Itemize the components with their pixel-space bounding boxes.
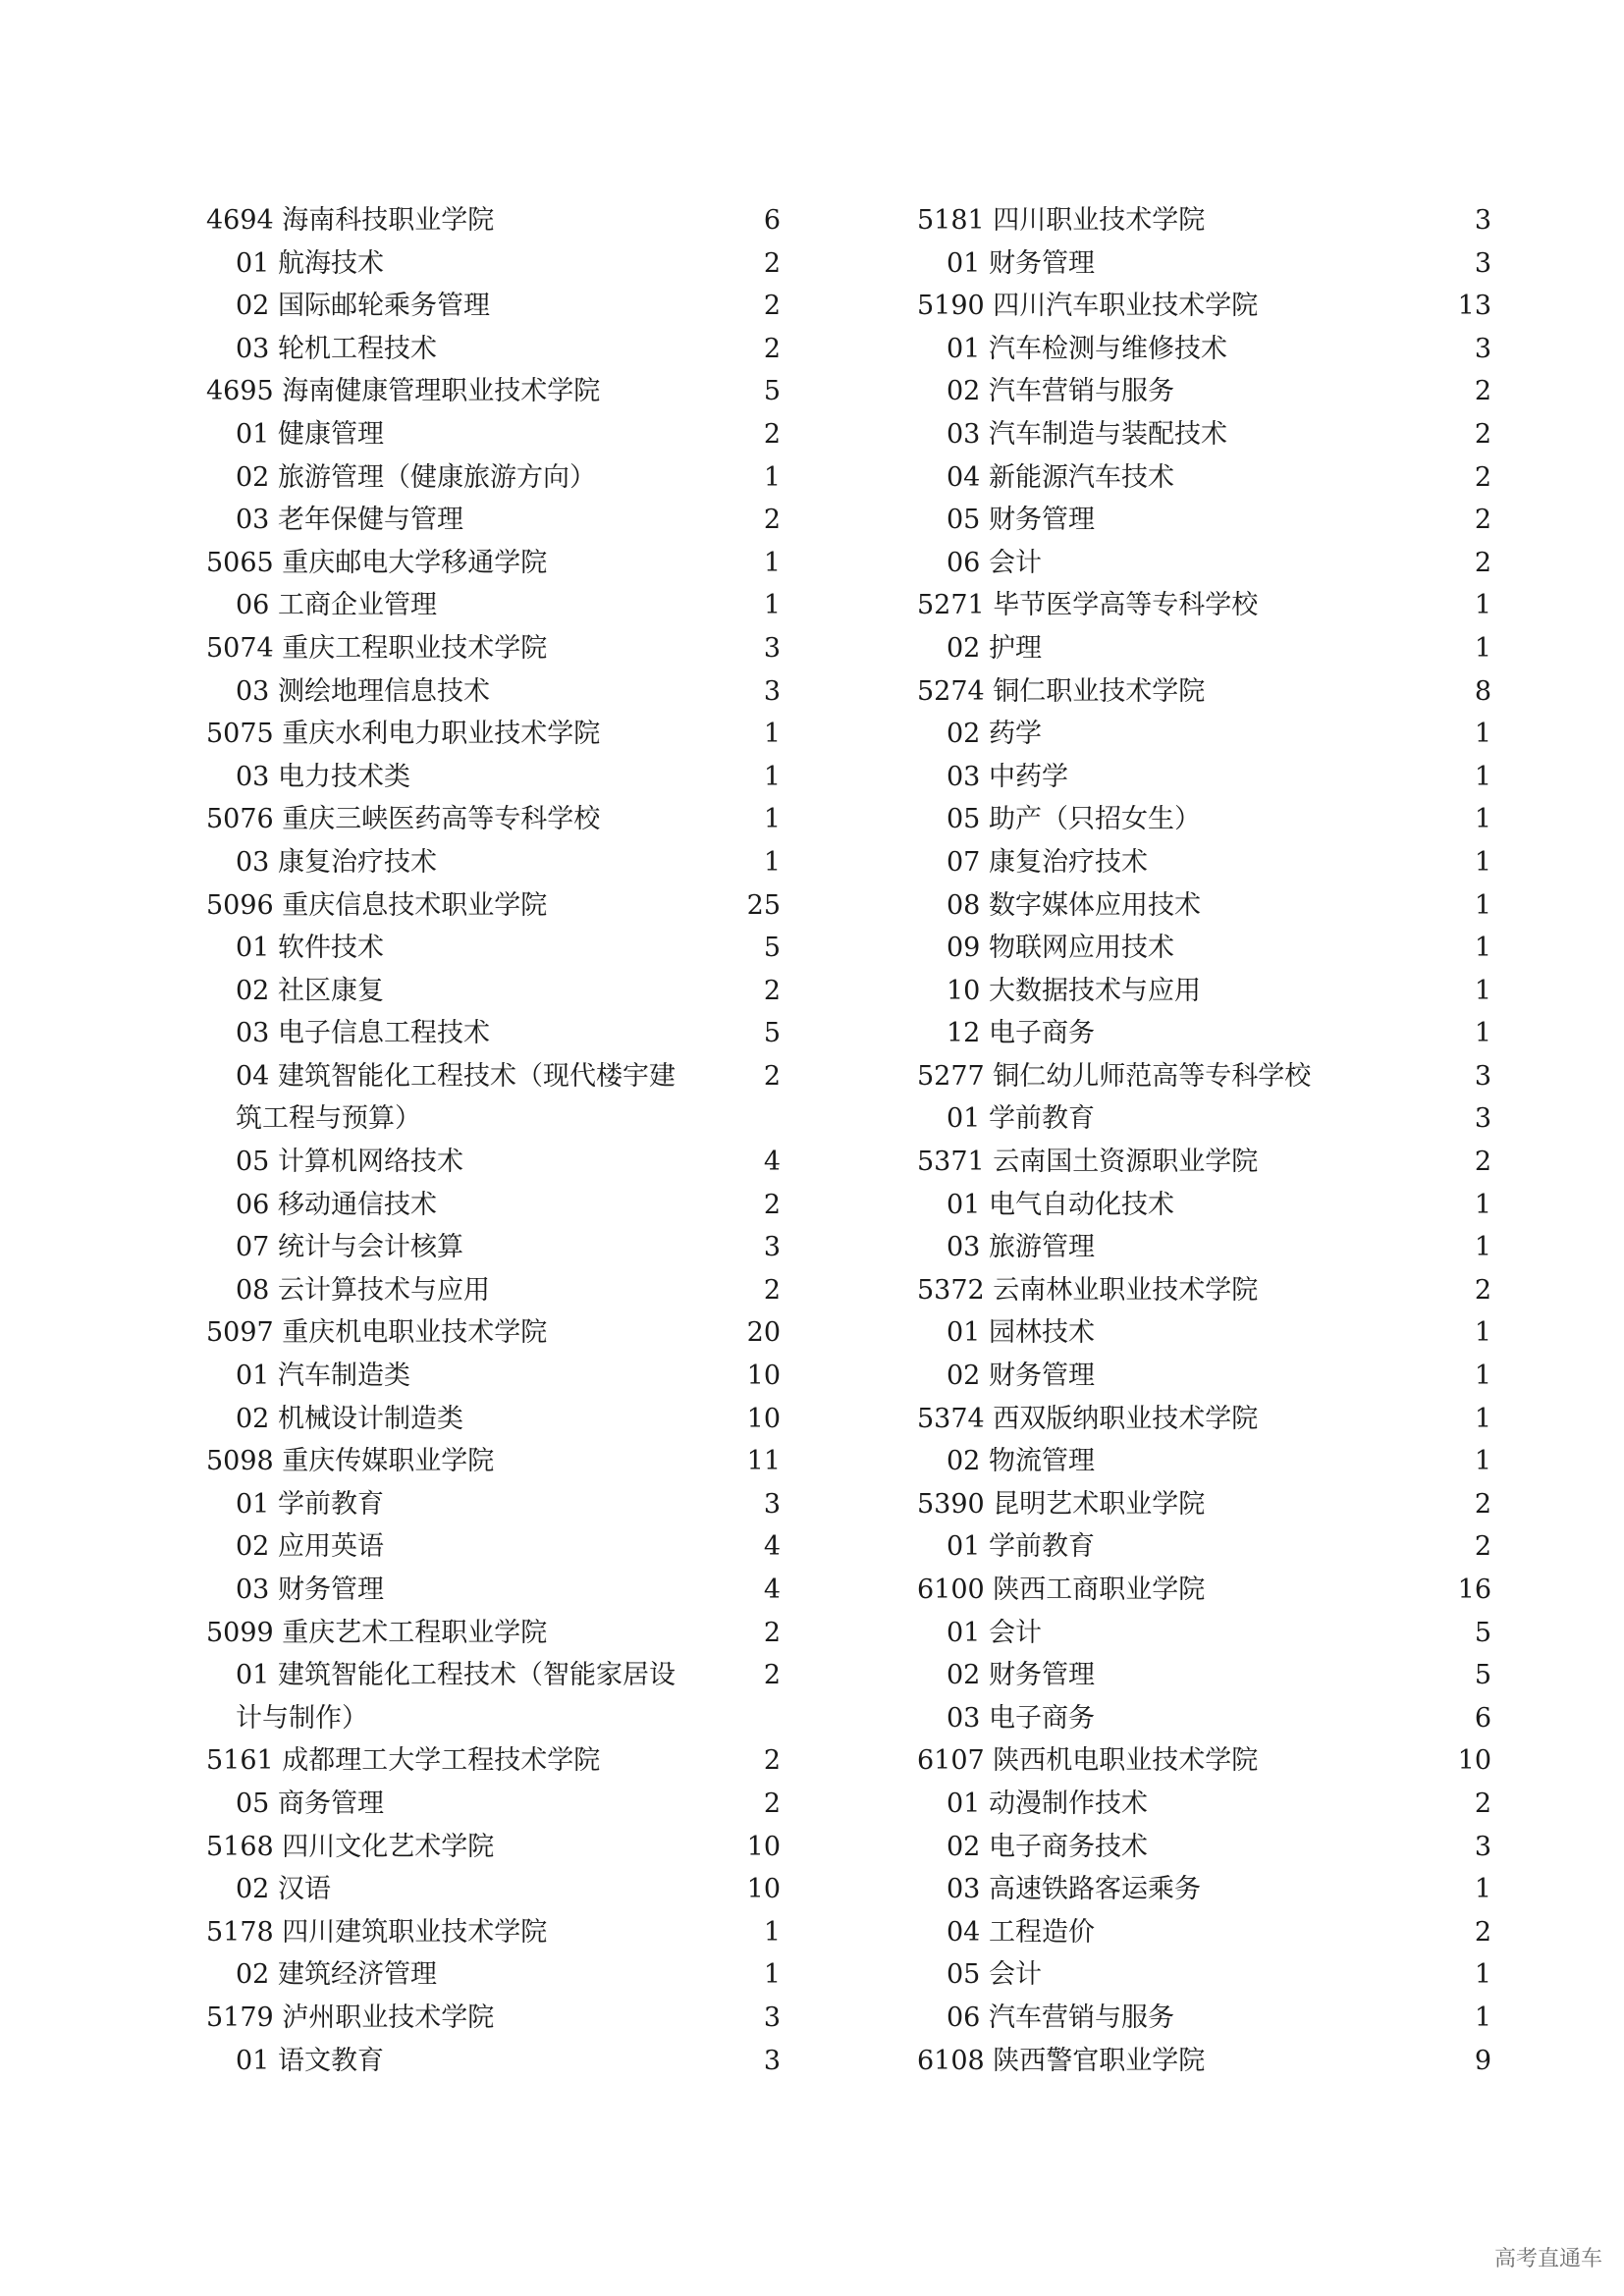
major-name: 01 汽车制造类 [236,1361,410,1392]
major-name: 05 财务管理 [947,505,1095,536]
school-name: 5065 重庆邮电大学移通学院 [206,547,548,578]
school-name: 5168 四川文化艺术学院 [206,1831,495,1862]
major-row [206,456,781,500]
major-row [206,2040,781,2083]
quota-count: 2 [1474,1274,1491,1306]
quota-count: 2 [1474,376,1491,407]
major-name: 03 中药学 [947,761,1068,792]
right-column [917,199,1491,2082]
major-name: 02 社区康复 [236,975,384,1006]
quota-count: 2 [763,1788,781,1819]
quota-count: 10 [746,1361,781,1392]
quota-count: 2 [1474,1531,1491,1563]
major-name: 09 物联网应用技术 [947,933,1174,964]
quota-count: 1 [1474,933,1491,964]
major-row [917,1012,1491,1055]
quota-count: 5 [763,933,781,964]
quota-count: 13 [1457,291,1491,322]
major-row [917,1826,1491,1869]
major-row [206,1012,781,1055]
major-name: 03 财务管理 [236,1575,384,1605]
major-name: 03 老年保健与管理 [236,505,463,536]
school-name: 5271 毕节医学高等专科学校 [917,590,1259,621]
major-name: 04 工程造价 [947,1916,1095,1948]
quota-count: 1 [1474,761,1491,792]
quota-count: 3 [1474,1060,1491,1092]
school-row [206,884,781,928]
major-row [206,1269,781,1312]
major-row [206,285,781,328]
quota-count: 2 [1474,418,1491,450]
major-row [917,713,1491,756]
quota-count: 1 [1474,1361,1491,1392]
school-row [917,1141,1491,1184]
major-row [917,456,1491,500]
quota-count: 11 [746,1446,781,1477]
quota-count: 1 [1474,1874,1491,1905]
quota-count: 9 [1474,2045,1491,2076]
major-row [917,627,1491,670]
quota-count: 1 [1474,1403,1491,1434]
quota-count: 2 [1474,1788,1491,1819]
quota-count: 2 [763,1189,781,1220]
quota-count: 1 [1474,719,1491,750]
major-name: 03 测绘地理信息技术 [236,675,490,707]
major-name: 02 应用英语 [236,1531,384,1563]
school-row [917,584,1491,627]
school-row [917,1483,1491,1526]
quota-count: 2 [763,418,781,450]
school-row [206,713,781,756]
school-row [917,1739,1491,1783]
quota-count: 10 [746,1831,781,1862]
quota-count: 4 [763,1147,781,1178]
major-row [206,1483,781,1526]
major-name: 03 汽车制造与装配技术 [947,418,1227,450]
quota-count: 16 [1457,1575,1491,1605]
major-name: 04 新能源汽车技术 [947,461,1174,493]
major-name: 01 会计 [947,1617,1042,1648]
major-row [917,1911,1491,1954]
school-name: 4694 海南科技职业学院 [206,205,495,236]
quota-count: 20 [746,1317,781,1349]
major-name: 01 航海技术 [236,247,384,279]
quota-count: 2 [763,333,781,364]
school-row [917,285,1491,328]
major-row [917,1654,1491,1697]
major-name: 02 物流管理 [947,1446,1095,1477]
school-name: 5274 铜仁职业技术学院 [917,675,1206,707]
major-row [917,1311,1491,1355]
quota-count: 2 [763,247,781,279]
quota-count: 2 [763,975,781,1006]
quota-count: 1 [1474,846,1491,878]
major-name: 05 商务管理 [236,1788,384,1819]
quota-count: 3 [763,675,781,707]
major-name: 01 电气自动化技术 [947,1189,1174,1220]
major-row [206,1569,781,1612]
major-name: 03 轮机工程技术 [236,333,437,364]
quota-count: 1 [1474,1018,1491,1049]
major-row [917,370,1491,413]
quota-count: 2 [1474,1147,1491,1178]
quota-count: 3 [1474,205,1491,236]
major-name: 02 财务管理 [947,1361,1095,1392]
major-name: 03 电力技术类 [236,761,410,792]
major-name: 02 财务管理 [947,1660,1095,1691]
major-row [917,1783,1491,1826]
major-name: 01 学前教育 [236,1488,384,1520]
quota-count: 3 [763,2045,781,2076]
major-row [206,242,781,286]
quota-count: 1 [1474,804,1491,835]
major-name: 02 旅游管理（健康旅游方向） [236,461,596,493]
major-name: 02 汽车营销与服务 [947,376,1174,407]
major-name: 07 统计与会计核算 [236,1232,463,1263]
school-name: 5179 泸州职业技术学院 [206,2002,495,2033]
quota-count: 1 [1474,590,1491,621]
major-row [206,413,781,456]
school-row [206,542,781,585]
left-column [206,199,781,2082]
school-name: 5277 铜仁幼儿师范高等专科学校 [917,1060,1312,1092]
quota-count: 1 [1474,1232,1491,1263]
school-row [917,670,1491,714]
school-row [917,1569,1491,1612]
quota-count: 2 [763,1660,781,1691]
quota-count: 1 [763,547,781,578]
school-name: 5372 云南林业职业技术学院 [917,1274,1259,1306]
major-row [917,884,1491,928]
major-name: 02 国际邮轮乘务管理 [236,291,490,322]
major-row [206,584,781,627]
major-name: 02 护理 [947,632,1042,664]
school-row [917,1398,1491,1441]
quota-count: 10 [746,1874,781,1905]
major-name: 01 语文教育 [236,2045,384,2076]
quota-count: 10 [1457,1745,1491,1777]
school-name: 5371 云南国土资源职业学院 [917,1147,1259,1178]
major-name: 03 电子信息工程技术 [236,1018,490,1049]
quota-count: 2 [763,1060,781,1092]
school-row [206,1739,781,1783]
major-row [917,1953,1491,1997]
major-row [917,1440,1491,1483]
major-row [206,1355,781,1398]
major-row [917,756,1491,799]
major-row [917,1525,1491,1569]
major-row [206,670,781,714]
quota-count: 3 [763,632,781,664]
school-row [206,1997,781,2040]
major-row [917,499,1491,542]
major-name: 06 汽车营销与服务 [947,2002,1174,2033]
major-row [206,1953,781,1997]
school-row [206,1440,781,1483]
major-name: 01 学前教育 [947,1531,1095,1563]
school-row [206,1826,781,1869]
school-name: 6108 陕西警官职业学院 [917,2045,1206,2076]
major-name: 01 财务管理 [947,247,1095,279]
quota-count: 5 [1474,1617,1491,1648]
quota-count: 5 [1474,1660,1491,1691]
major-name: 02 药学 [947,719,1042,750]
major-row [917,1868,1491,1911]
school-row [206,798,781,841]
quota-count: 2 [763,1617,781,1648]
major-name: 05 助产（只招女生） [947,804,1201,835]
school-row [206,627,781,670]
quota-count: 2 [763,291,781,322]
school-row [917,1269,1491,1312]
major-name: 02 机械设计制造类 [236,1403,463,1434]
major-row [917,1697,1491,1740]
major-row [917,1355,1491,1398]
quota-count: 6 [1474,1702,1491,1734]
quota-count: 8 [1474,675,1491,707]
major-name: 01 园林技术 [947,1317,1095,1349]
quota-count: 1 [763,804,781,835]
major-row [206,1141,781,1184]
quota-count: 1 [1474,2002,1491,2033]
major-name: 02 建筑经济管理 [236,1959,437,1991]
quota-count: 1 [763,761,781,792]
quota-count: 10 [746,1403,781,1434]
school-name: 5075 重庆水利电力职业技术学院 [206,719,601,750]
school-row [917,2040,1491,2083]
major-name: 06 会计 [947,547,1042,578]
quota-count: 1 [1474,1317,1491,1349]
quota-count: 25 [746,889,781,921]
major-name: 01 汽车检测与维修技术 [947,333,1227,364]
major-name: 10 大数据技术与应用 [947,975,1201,1006]
school-name: 5181 四川职业技术学院 [917,205,1206,236]
major-row [206,499,781,542]
quota-count: 2 [1474,547,1491,578]
major-name: 03 康复治疗技术 [236,846,437,878]
quota-count: 3 [1474,1831,1491,1862]
major-name: 01 学前教育 [947,1103,1095,1135]
major-row [917,242,1491,286]
major-row [917,1226,1491,1269]
quota-count: 1 [763,846,781,878]
quota-count: 1 [1474,1446,1491,1477]
major-name: 07 康复治疗技术 [947,846,1148,878]
major-name: 05 计算机网络技术 [236,1147,463,1178]
school-row [206,1311,781,1355]
major-row [917,1612,1491,1655]
school-name: 5190 四川汽车职业技术学院 [917,291,1259,322]
quota-count: 1 [763,1916,781,1948]
school-row [917,1055,1491,1098]
major-row [206,841,781,884]
quota-count: 1 [1474,1189,1491,1220]
major-row [917,542,1491,585]
quota-count: 6 [763,205,781,236]
school-name: 5099 重庆艺术工程职业学院 [206,1617,548,1648]
school-name: 5097 重庆机电职业技术学院 [206,1317,548,1349]
school-name: 5390 昆明艺术职业学院 [917,1488,1206,1520]
major-name: 08 云计算技术与应用 [236,1274,490,1306]
major-name: 01 建筑智能化工程技术（智能家居设计与制作） [236,1660,676,1734]
quota-count: 2 [763,505,781,536]
major-row [206,1055,781,1141]
major-row [206,1398,781,1441]
major-row [206,1226,781,1269]
major-row [917,1184,1491,1227]
quota-count: 5 [763,376,781,407]
major-row [206,1868,781,1911]
quota-count: 1 [763,590,781,621]
quota-count: 2 [1474,505,1491,536]
quota-count: 2 [1474,1916,1491,1948]
quota-count: 3 [1474,247,1491,279]
quota-count: 2 [1474,1488,1491,1520]
quota-count: 5 [763,1018,781,1049]
major-name: 06 移动通信技术 [236,1189,437,1220]
major-name: 02 电子商务技术 [947,1831,1148,1862]
school-name: 5178 四川建筑职业技术学院 [206,1916,548,1948]
quota-count: 1 [763,1959,781,1991]
major-name: 08 数字媒体应用技术 [947,889,1201,921]
major-row [206,1654,781,1739]
major-name: 03 电子商务 [947,1702,1095,1734]
major-row [917,970,1491,1013]
quota-count: 1 [1474,889,1491,921]
school-row [206,1612,781,1655]
major-name: 01 动漫制作技术 [947,1788,1148,1819]
quota-count: 1 [1474,975,1491,1006]
major-row [206,1525,781,1569]
quota-count: 4 [763,1575,781,1605]
major-name: 01 健康管理 [236,418,384,450]
school-row [206,370,781,413]
major-row [917,927,1491,970]
school-name: 4695 海南健康管理职业技术学院 [206,376,601,407]
quota-count: 1 [763,719,781,750]
major-row [917,328,1491,371]
major-name: 03 高速铁路客运乘务 [947,1874,1201,1905]
major-row [206,1783,781,1826]
quota-count: 3 [763,1488,781,1520]
major-row [206,970,781,1013]
school-name: 6107 陕西机电职业技术学院 [917,1745,1259,1777]
major-row [206,328,781,371]
quota-count: 2 [763,1274,781,1306]
major-row [206,927,781,970]
school-row [917,199,1491,242]
major-row [917,841,1491,884]
major-row [206,1184,781,1227]
major-name: 03 旅游管理 [947,1232,1095,1263]
quota-count: 2 [763,1745,781,1777]
school-name: 5076 重庆三峡医药高等专科学校 [206,804,601,835]
major-name: 06 工商企业管理 [236,590,437,621]
quota-count: 2 [1474,461,1491,493]
school-name: 5096 重庆信息技术职业学院 [206,889,548,921]
major-row [206,756,781,799]
major-name: 12 电子商务 [947,1018,1095,1049]
major-row [917,1097,1491,1141]
major-name: 04 建筑智能化工程技术（现代楼宇建筑工程与预算） [236,1060,676,1135]
school-row [206,1911,781,1954]
quota-count: 1 [1474,632,1491,664]
major-name: 02 汉语 [236,1874,331,1905]
school-name: 5374 西双版纳职业技术学院 [917,1403,1259,1434]
school-name: 5161 成都理工大学工程技术学院 [206,1745,601,1777]
quota-count: 3 [763,1232,781,1263]
major-row [917,413,1491,456]
watermark-text: 高考直通车 [1493,2247,1602,2271]
school-name: 6100 陕西工商职业学院 [917,1575,1206,1605]
major-row [917,1997,1491,2040]
quota-count: 4 [763,1531,781,1563]
quota-count: 3 [1474,333,1491,364]
major-name: 01 软件技术 [236,933,384,964]
school-name: 5098 重庆传媒职业学院 [206,1446,495,1477]
quota-count: 1 [1474,1959,1491,1991]
major-name: 05 会计 [947,1959,1042,1991]
quota-count: 3 [1474,1103,1491,1135]
quota-count: 1 [763,461,781,493]
school-row [206,199,781,242]
major-row [917,798,1491,841]
school-name: 5074 重庆工程职业技术学院 [206,632,548,664]
quota-count: 3 [763,2002,781,2033]
